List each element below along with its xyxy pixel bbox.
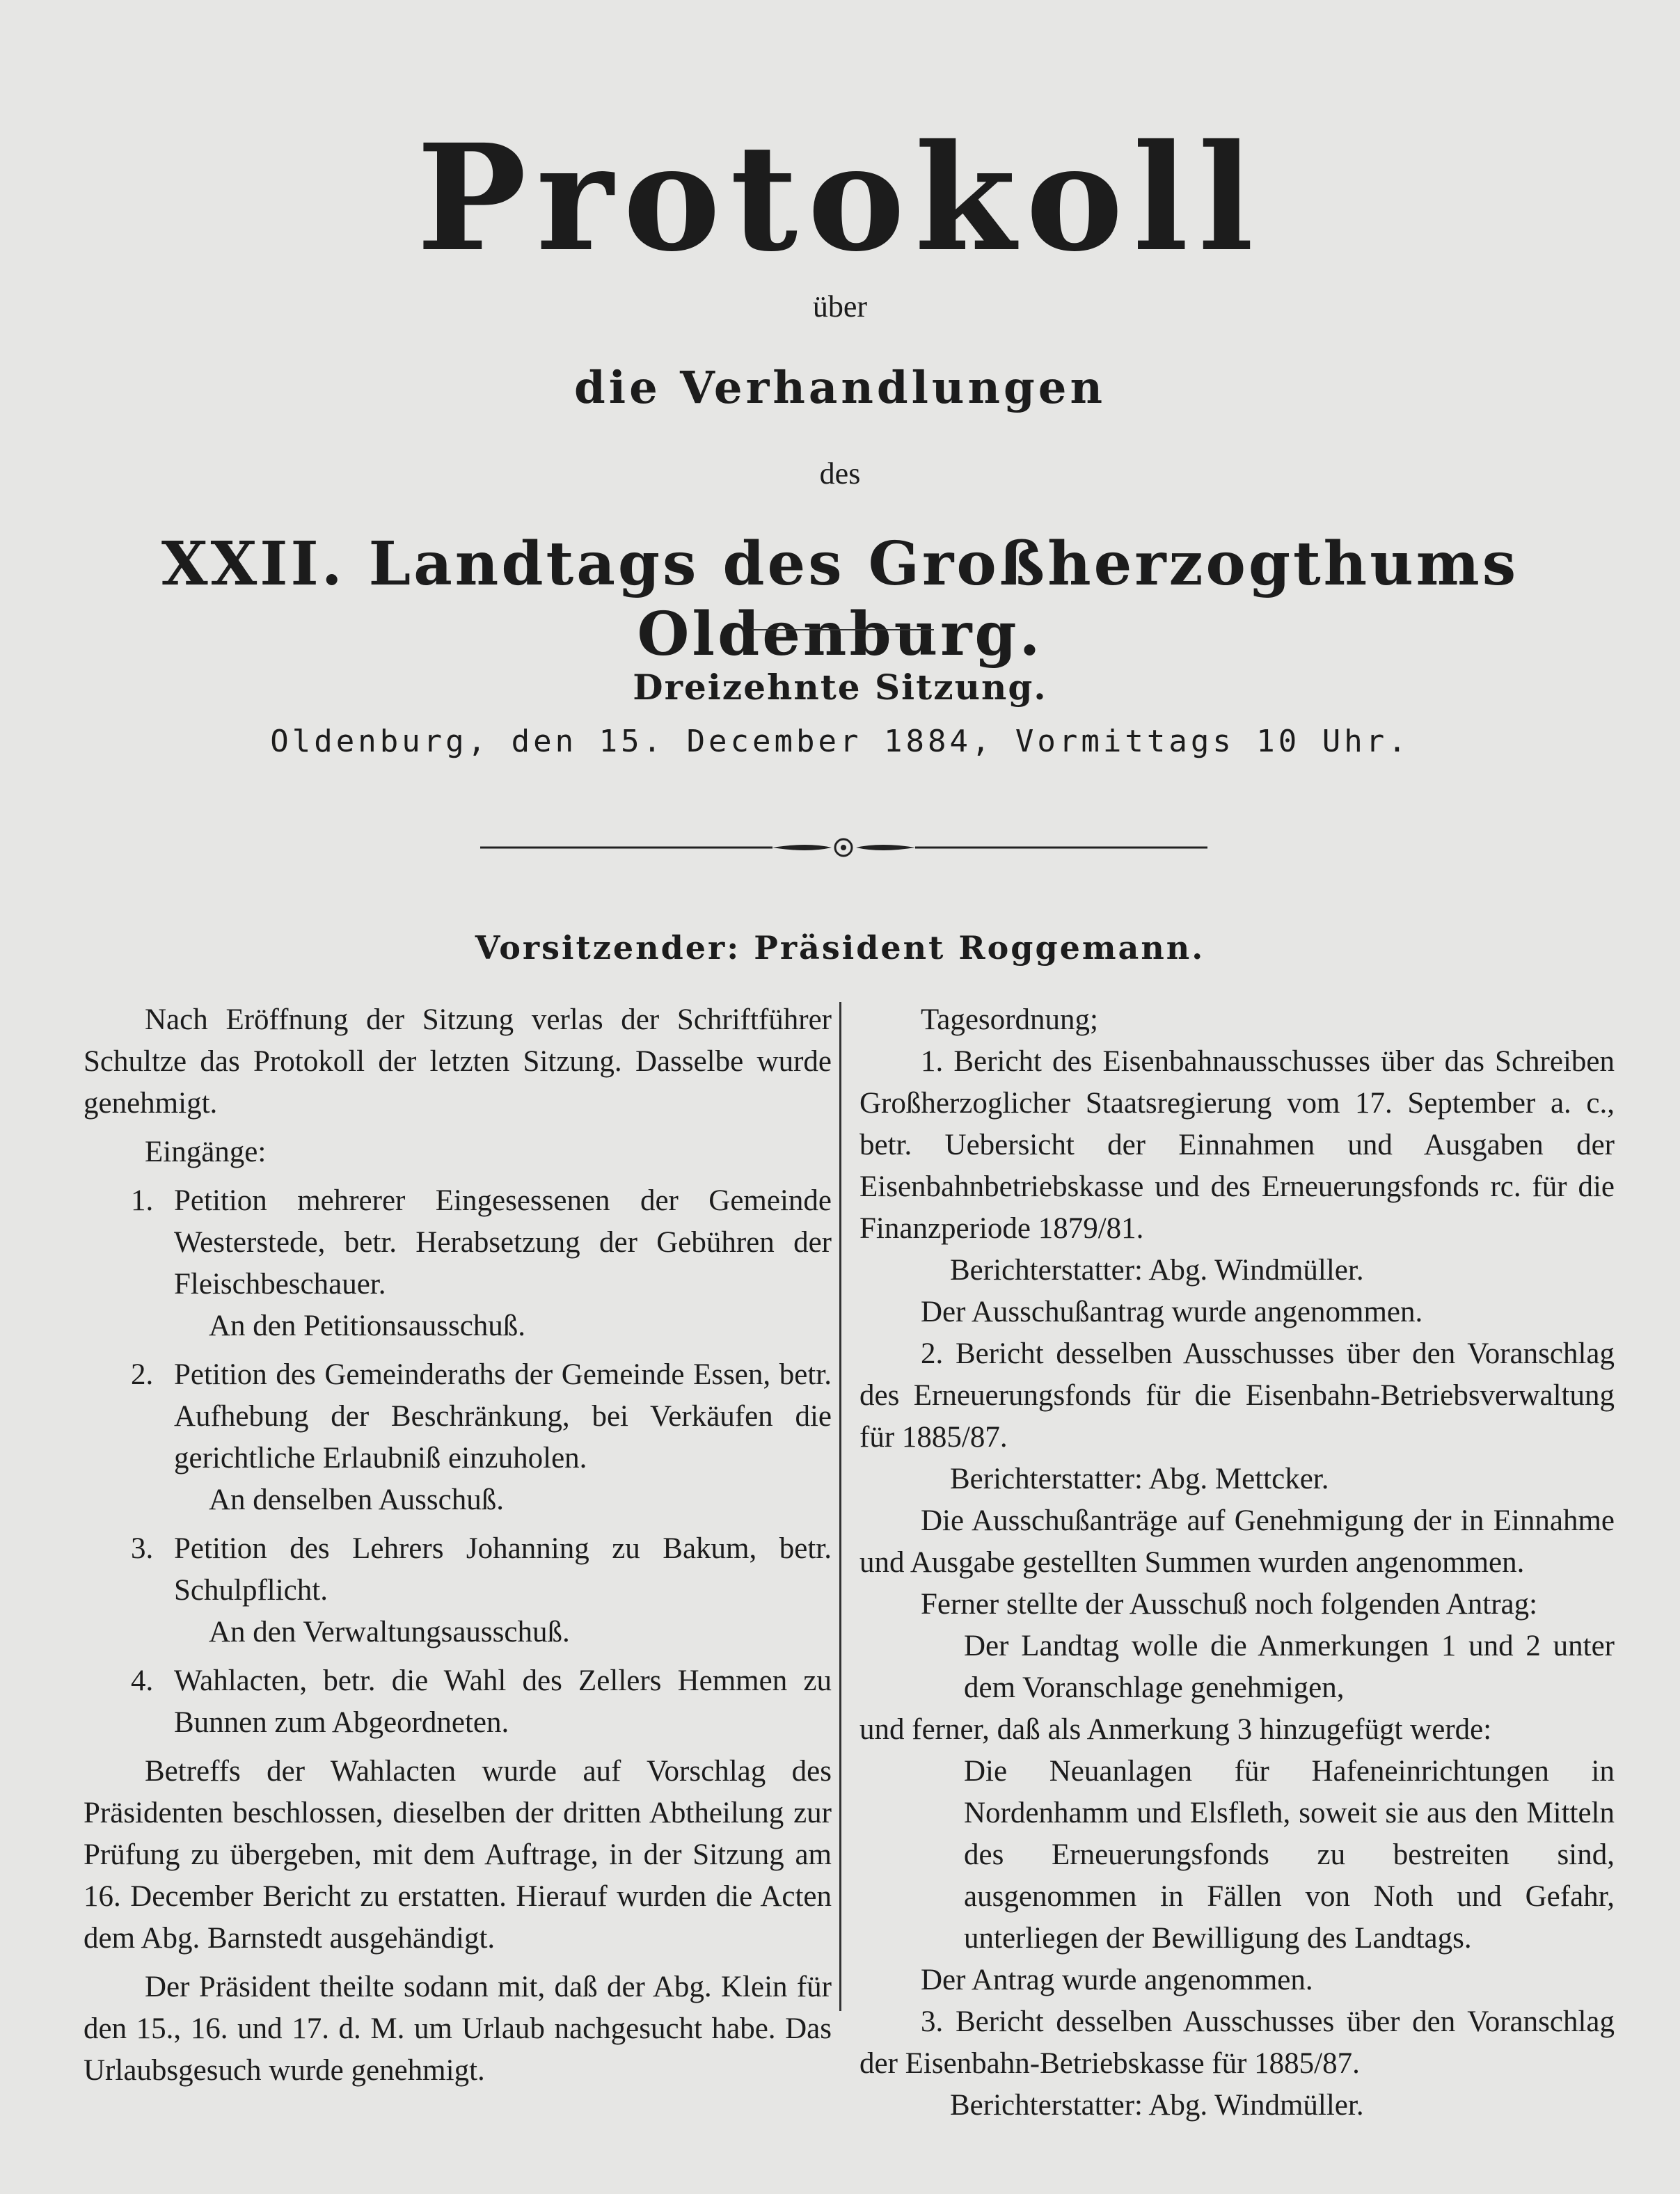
subtitle-verhandlungen: die Verhandlungen xyxy=(574,362,1106,414)
and-further-line: und ferner, daß als Anmerkung 3 hinzugefügt werde: xyxy=(859,1713,1492,1746)
decision-line: Der Ausschußantrag wurde angenommen. xyxy=(921,1296,1423,1328)
list-item xyxy=(84,1528,832,1612)
decision-line: Der Antrag wurde angenommen. xyxy=(921,1964,1313,1996)
item-number: 3. xyxy=(131,1532,154,1565)
item-note: An den Petitionsausschuß. xyxy=(209,1310,526,1342)
wahlacten-paragraph: Betreffs der Wahlacten wurde auf Vorschlag des Präsidenten beschlossen, dieselben der dritten Abtheilung zur Prüfung zu übergeben, mit dem Auftrage, in der Sitzung am 16. December Bericht zu erstatten. Hierauf wurden die Acten dem Abg. Barnstedt ausgehändigt. xyxy=(84,1755,832,1955)
list-item xyxy=(84,1354,832,1479)
page-title: Protokoll xyxy=(416,112,1264,284)
left-column xyxy=(84,999,832,2092)
motion-text-1: Der Landtag wolle die Anmerkungen 1 und 2 unter dem Voranschlage genehmigen, xyxy=(964,1630,1615,1704)
item-number: 2. xyxy=(131,1358,154,1391)
reporter-line: Berichterstatter: Abg. Windmüller. xyxy=(950,2089,1364,2122)
chair-heading: Vorsitzender: Präsident Roggemann. xyxy=(475,929,1205,967)
item-number: 1. xyxy=(131,1184,154,1217)
item-note: An denselben Ausschuß. xyxy=(209,1484,504,1516)
agenda-item-3: 3. Bericht desselben Ausschusses über den Voranschlag der Eisenbahn-Betriebskasse für 1885/87. xyxy=(859,2005,1615,2080)
urlaub-paragraph: Der Präsident theilte sodann mit, daß der Abg. Klein für den 15., 16. und 17. d. M. um Urlaub nachgesucht habe. Das Urlaubsgesuch wurde genehmigt. xyxy=(84,1971,832,2087)
column-divider xyxy=(839,1002,841,2011)
landtag-heading: XXII. Landtags des Großherzogthums Oldenburg. xyxy=(161,529,1519,669)
reporter-line: Berichterstatter: Abg. Mettcker. xyxy=(950,1463,1329,1495)
item-text: Petition des Gemeinderaths der Gemeinde Essen, betr. Aufhebung der Beschränkung, bei Verkäufen die gerichtliche Erlaubniß einzuholen. xyxy=(174,1358,832,1474)
agenda-item-1: 1. Bericht des Eisenbahnausschusses über das Schreiben Großherzoglicher Staatsregierung vom 17. September a. c., betr. Uebersicht der Einnahmen und Ausgaben der Eisenbahnbetriebskasse und des Erneuerungsfonds rc. für die Finanzperiode 1879/81. xyxy=(859,1045,1615,1245)
session-heading: Dreizehnte Sitzung. xyxy=(633,667,1047,708)
place-date-line: Oldenburg, den 15. December 1884, Vormittags 10 Uhr. xyxy=(270,724,1410,759)
item-number: 4. xyxy=(131,1664,154,1697)
further-motion-line: Ferner stellte der Ausschuß noch folgenden Antrag: xyxy=(921,1588,1538,1621)
item-text: Petition des Lehrers Johanning zu Bakum, betr. Schulpflicht. xyxy=(174,1532,832,1607)
item-text: Petition mehrerer Eingesessenen der Gemeinde Westerstede, betr. Herabsetzung der Gebühren der Fleischbeschauer. xyxy=(174,1184,832,1301)
short-divider xyxy=(752,629,934,630)
item-text: Wahlacten, betr. die Wahl des Zellers Hemmen zu Bunnen zum Abgeordneten. xyxy=(174,1664,832,1739)
motion-text-2: Die Neuanlagen für Hafeneinrichtungen in Nordenhamm und Elsfleth, soweit sie aus den Mitteln des Erneuerungsfonds zu bestreiten sind, ausgenommen in Fällen von Noth und Gefahr, unterliegen der Bewilligung des Landtags. xyxy=(964,1755,1615,1955)
ornamental-rule xyxy=(480,834,1207,861)
list-item xyxy=(84,1660,832,1744)
agenda-label: Tagesordnung; xyxy=(921,1003,1098,1036)
right-column xyxy=(859,999,1615,2127)
motions-paragraph: Die Ausschußanträge auf Genehmigung der in Einnahme und Ausgabe gestellten Summen wurden angenommen. xyxy=(859,1504,1615,1579)
list-item xyxy=(84,1180,832,1305)
intro-paragraph: Nach Eröffnung der Sitzung verlas der Schriftführer Schultze das Protokoll der letzten Sitzung. Dasselbe wurde genehmigt. xyxy=(84,1003,832,1120)
subtitle-des: des xyxy=(819,456,861,491)
agenda-item-2: 2. Bericht desselben Ausschusses über den Voranschlag des Erneuerungsfonds für die Eisenbahn-Betriebsverwaltung für 1885/87. xyxy=(859,1337,1615,1454)
item-note: An den Verwaltungsausschuß. xyxy=(209,1616,570,1648)
reporter-line: Berichterstatter: Abg. Windmüller. xyxy=(950,1254,1364,1287)
subtitle-ueber: über xyxy=(812,289,868,324)
eingaenge-label: Eingänge: xyxy=(145,1136,267,1168)
